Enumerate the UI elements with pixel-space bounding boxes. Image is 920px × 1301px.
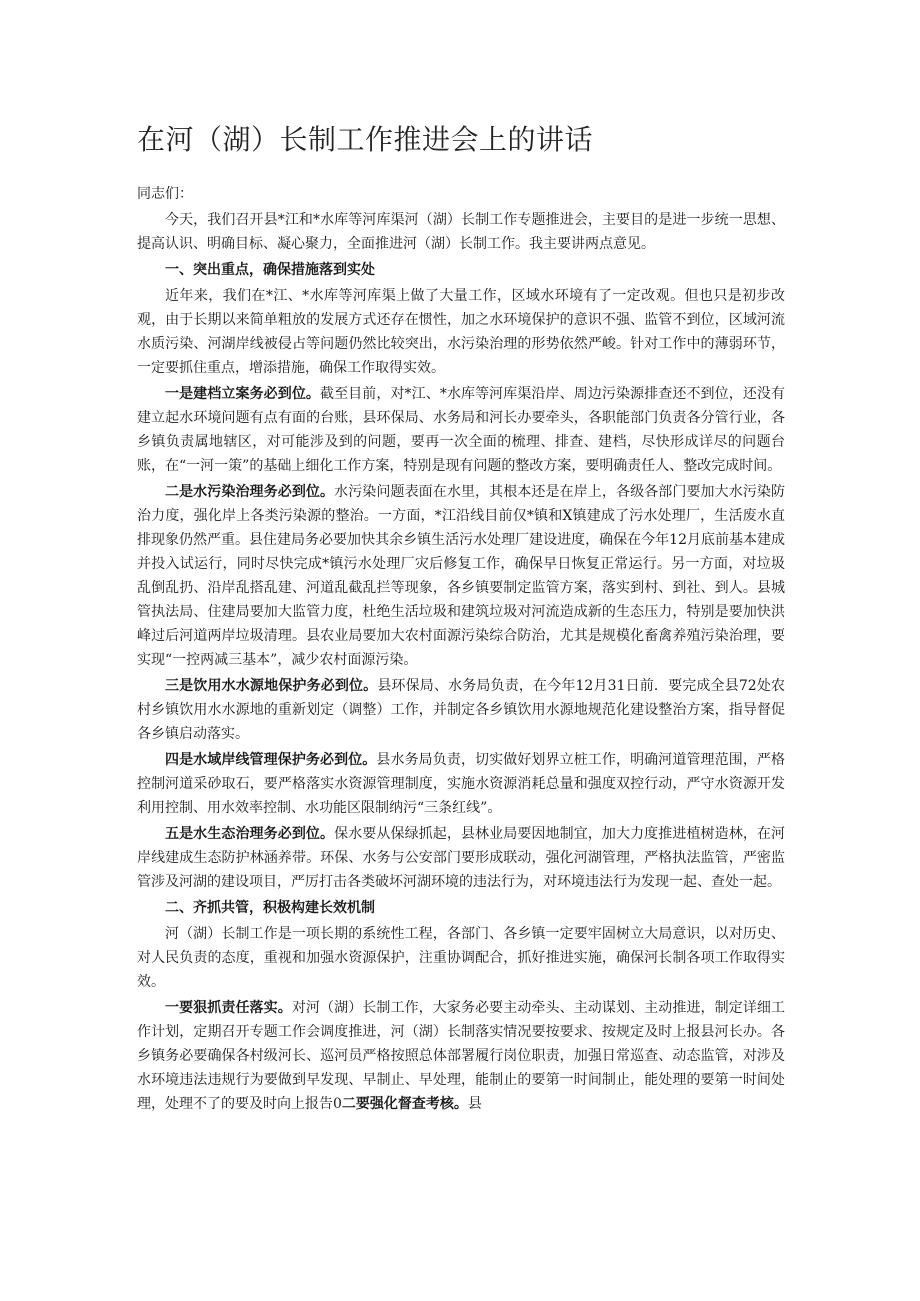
section-2-item-1 — [137, 996, 785, 1116]
salutation: 同志们： — [137, 186, 193, 202]
item-lead: 二是水污染治理务必到位。 — [165, 484, 335, 500]
section-1-intro: 近年来，我们在*江、*水库等河库渠上做了大量工作，区域水环境有了一定改观。但也只是初步改观，由于长期以来简单粗放的发展方式还存在惯性，加之水环境保护的意识不强、监管不到位，区域河流水质污染、河湖岸线被侵占等问题仍然比较突出，水污染治理的形势依然严峻。针对工作中的薄弱环节，一定要抓住重点，增添措施，确保工作取得实效。 — [137, 288, 785, 376]
section-2-heading: 二、齐抓共管，积极构建长效机制 — [165, 900, 375, 916]
section-1-item-5 — [137, 822, 785, 894]
item-text: 对河（湖）长制工作，大家务必要主动牵头、主动谋划、主动推进，制定详细工作计划，定期召开专题工作会调度推进，河（湖）长制落实情况要按要求、按规定及时上报县河长办。各乡镇务必要确保各村级河长、巡河员严格按照总体部署履行岗位职责，加强日常巡查、动态监管，对涉及水环境违法违规行为要做到早发现、早制止、早处理，能制止的要第一时间制止，能处理的要第一时间处理，处理不了的要及时向上报告0 — [137, 1000, 786, 1112]
item-text: 截至目前，对*江、*水库等河库渠沿岸、周边污染源排查还不到位，还没有建立起水环境问题有点有面的台账，县环保局、水务局和河长办要牵头，各职能部门负责各分管行业，各乡镇负责属地辖区，对可能涉及到的问题，要再一次全面的梳理、排查、建档，尽快形成详尽的问题台账，在“一河一策”的基础上细化工作方案，特别是现有问题的整改方案，要明确责任人、整改完成时间。 — [137, 386, 785, 474]
section-1-item-3 — [137, 674, 785, 746]
item-text: 保水要从保绿抓起，县林业局要因地制宜，加大力度推进植树造林，在河岸线建成生态防护林涵养带。环保、水务与公安部门要形成联动，强化河湖管理，严格执法监管，严密监管涉及河湖的建设项目，严厉打击各类破坏河湖环境的违法行为，对环境违法行为发现一起、查处一起。 — [137, 826, 786, 890]
document-page — [137, 122, 785, 1118]
item-text: 水污染问题表面在水里，其根本还是在岸上，各级各部门要加大水污染防治力度，强化岸上各类污染源的整治。一方面，*江沿线目前仅*镇和X镇建成了污水处理厂，生活废水直排现象仍然严重。县住建局务必要加快其余乡镇生活污水处理厂建设进度，确保在今年12月底前基本建成并投入试运行，同时尽快完成*镇污水处理厂灾后修复工作，确保早日恢复正常运行。另一方面，对垃圾乱倒乱扔、沿岸乱搭乱建、河道乱截乱拦等现象，各乡镇要制定监管方案，落实到村、到社、到人。县城管执法局、住建局要加大监管力度，杜绝生活垃圾和建筑垃圾对河流造成新的生态压力，特别是要加快洪峰过后河道两岸垃圾清理。县农业局要加大农村面源污染综合防治，尤其是规模化畜禽养殖污染治理，要实现“一控两减三基本”，减少农村面源污染。 — [137, 484, 786, 668]
item-lead: 四是水域岸线管理保护务必到位。 — [165, 752, 377, 768]
item-lead: 三是饮用水水源地保护务必到位。 — [165, 678, 378, 694]
section-1-item-4 — [137, 748, 785, 820]
item-lead: 一是建档立案务必到位。 — [165, 386, 320, 402]
item-lead: 一要狠抓责任落实。 — [165, 1000, 292, 1016]
item-text: 县环保局、水务局负责，在今年12月31日前．要完成全县72处农村乡镇饮用水水源地的重新划定（调整）工作，并制定各乡镇饮用水源地规范化建设整治方案，指导督促各乡镇启动落实。 — [137, 678, 785, 742]
intro-paragraph: 今天，我们召开县*江和*水库等河库渠河（湖）长制工作专题推进会，主要目的是进一步统一思想、提高认识、明确目标、凝心聚力，全面推进河（湖）长制工作。我主要讲两点意见。 — [137, 212, 785, 252]
section-1-heading: 一、突出重点，确保措施落到实处 — [165, 262, 375, 278]
item-text-tail: 县 — [467, 1096, 482, 1112]
section-1-item-1 — [137, 382, 785, 478]
document-title: 在河（湖）长制工作推进会上的讲话 — [137, 123, 594, 156]
section-1-item-2 — [137, 480, 785, 672]
item-text: 县水务局负责，切实做好划界立桩工作，明确河道管理范围，严格控制河道采砂取石，要严格落实水资源管理制度，实施水资源消耗总量和强度双控行动，严守水资源开发利用控制、用水效率控制、水功能区限制纳污“三条红线”。 — [137, 752, 786, 816]
item-lead-next: 二要强化督查考核。 — [341, 1096, 468, 1112]
section-2-intro: 河（湖）长制工作是一项长期的系统性工程，各部门、各乡镇一定要牢固树立大局意识，以对历史、对人民负责的态度，重视和加强水资源保护，注重协调配合，抓好推进实施，确保河长制各项工作取得实效。 — [137, 926, 785, 990]
item-lead: 五是水生态治理务必到位。 — [165, 826, 335, 842]
